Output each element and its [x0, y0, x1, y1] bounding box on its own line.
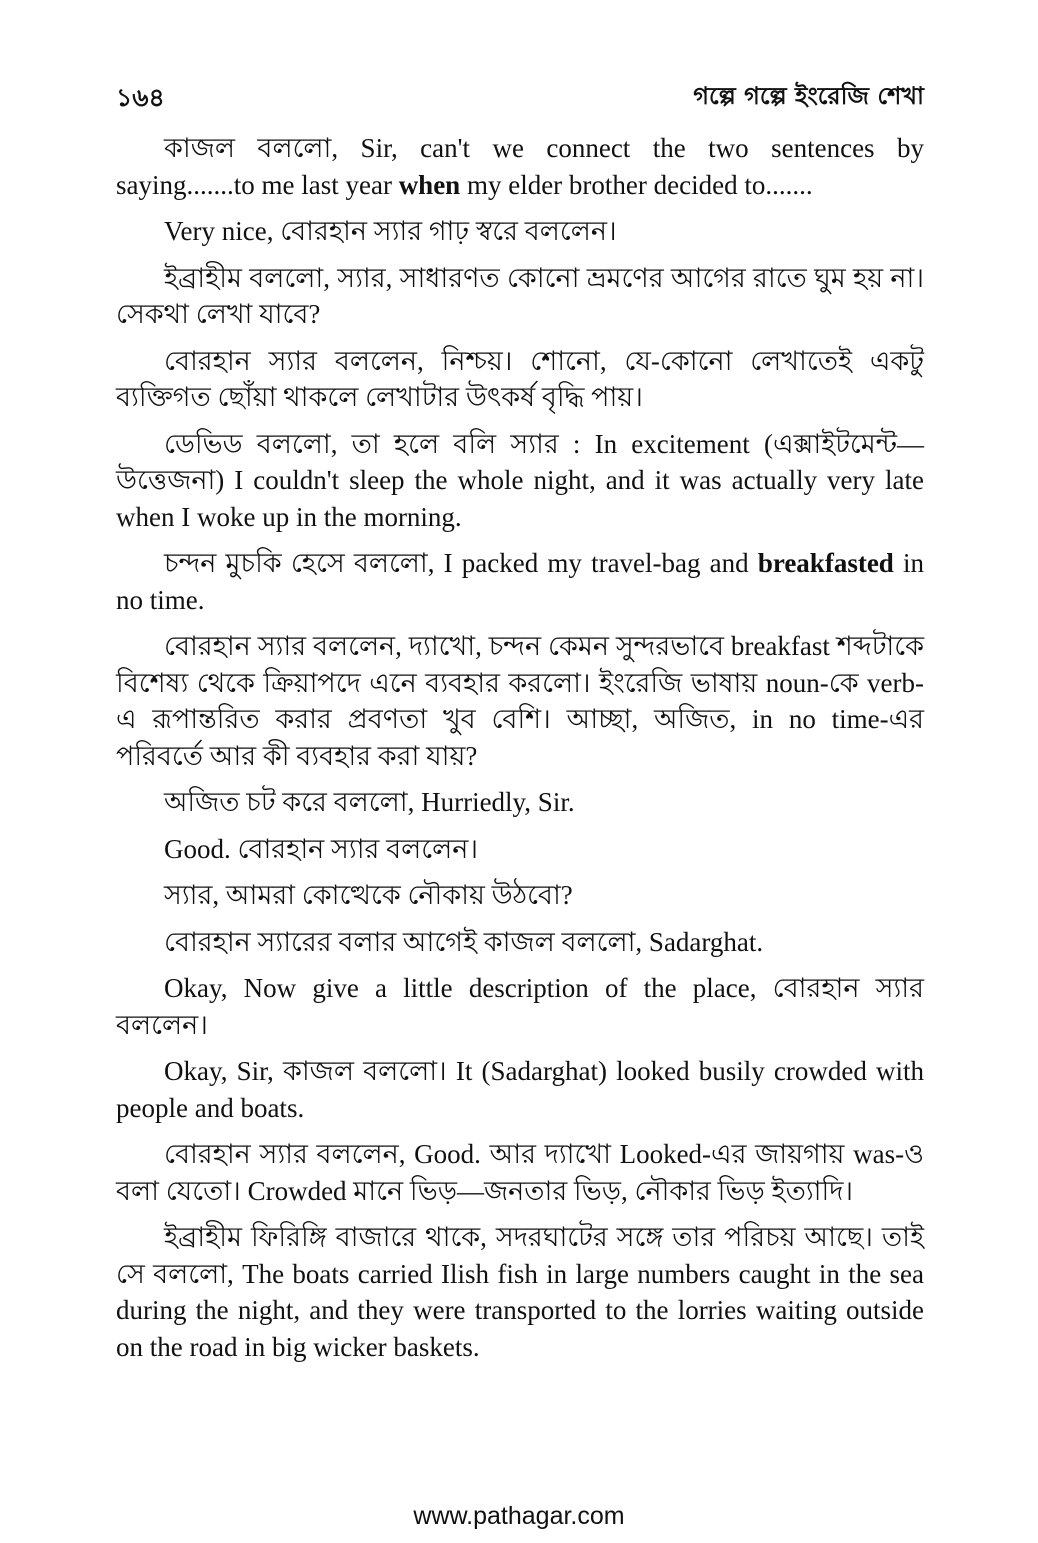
paragraph	[116, 924, 924, 961]
text-run: my elder brother decided to.......	[460, 169, 813, 200]
text-run: বোরহান স্যার বললেন, Good. আর দ্যাখো Looked-এর জায়গায় was-ও বলা যেতো। Crowded মানে ভিড়—জনতার ভিড়, নৌকার ভিড় ইত্যাদি।	[116, 1139, 924, 1206]
text-run: অজিত চট করে বললো, Hurriedly, Sir.	[164, 787, 575, 817]
text-run: Good. বোরহান স্যার বললেন।	[164, 833, 479, 864]
text-run: কাজল বললো, Sir, can't we connect the two sentences by saying.......to me last year	[116, 133, 924, 200]
text-run: স্যার, আমরা কোত্থেকে নৌকায় উঠবো?	[164, 880, 573, 910]
paragraph	[116, 1136, 924, 1209]
paragraph	[116, 970, 924, 1043]
page-header	[116, 78, 924, 112]
paragraph	[116, 260, 924, 333]
text-run: ইব্রাহীম বললো, স্যার, সাধারণত কোনো ভ্রমণের আগের রাতে ঘুম হয় না। সেকথা লেখা যাবে?	[116, 262, 924, 329]
text-run: in no time.	[116, 548, 924, 615]
paragraph	[116, 1053, 924, 1126]
paragraph	[116, 784, 924, 821]
text-run: ডেভিড বললো, তা হলে বলি স্যার : In excitement (এক্সাইটমেন্ট—উত্তেজনা) I couldn't sleep the whole night, and it was actually very late when I woke up in the morning.	[116, 428, 924, 532]
paragraph	[116, 877, 924, 914]
paragraph	[116, 426, 924, 536]
paragraph	[116, 545, 924, 618]
text-run: Okay, Now give a little description of the place, বোরহান স্যার বললেন।	[116, 973, 924, 1040]
text-run: ইব্রাহীম ফিরিঙ্গি বাজারে থাকে, সদরঘাটের সঙ্গে তার পরিচয় আছে। তাই সে বললো, The boats carried Ilish fish in large numbers caught in the sea during the night, and they were transported to the lorries waiting outside on the road in big wicker baskets.	[116, 1222, 924, 1362]
text-run: বোরহান স্যার বললেন, নিশ্চয়। শোনো, যে-কোনো লেখাতেই একটু ব্যক্তিগত ছোঁয়া থাকলে লেখাটার উৎকর্ষ বৃদ্ধি পায়।	[116, 345, 924, 412]
page-number: ১৬৪	[116, 83, 165, 112]
text-run: বোরহান স্যারের বলার আগেই কাজল বললো, Sadarghat.	[164, 926, 764, 957]
footer-url: www.pathagar.com	[413, 1502, 625, 1530]
bold-text: breakfasted	[757, 548, 894, 578]
running-title: গল্পে গল্পে ইংরেজি শেখা	[693, 82, 924, 110]
text-run: বোরহান স্যার বললেন, দ্যাখো, চন্দন কেমন সুন্দরভাবে breakfast শব্দটাকে বিশেষ্য থেকে ক্রিয়াপদে এনে ব্যবহার করলো। ইংরেজি ভাষায় noun-কে verb-এ রূপান্তরিত করার প্রবণতা খুব বেশি। আচ্ছা, অজিত, in no time-এর পরিবর্তে আর কী ব্যবহার করা যায়?	[116, 631, 924, 771]
bold-text: when	[398, 169, 461, 200]
paragraph	[116, 628, 924, 774]
paragraph	[116, 213, 924, 250]
paragraph	[116, 831, 924, 868]
body-text	[116, 130, 924, 1375]
paragraph	[116, 1219, 924, 1365]
text-run: Okay, Sir, কাজল বললো। It (Sadarghat) looked busily crowded with people and boats.	[116, 1056, 924, 1123]
text-run: চন্দন মুচকি হেসে বললো, I packed my travel-bag and	[164, 548, 758, 578]
paragraph	[116, 130, 924, 203]
paragraph	[116, 343, 924, 416]
text-run: Very nice, বোরহান স্যার গাঢ় স্বরে বললেন।	[164, 216, 617, 246]
